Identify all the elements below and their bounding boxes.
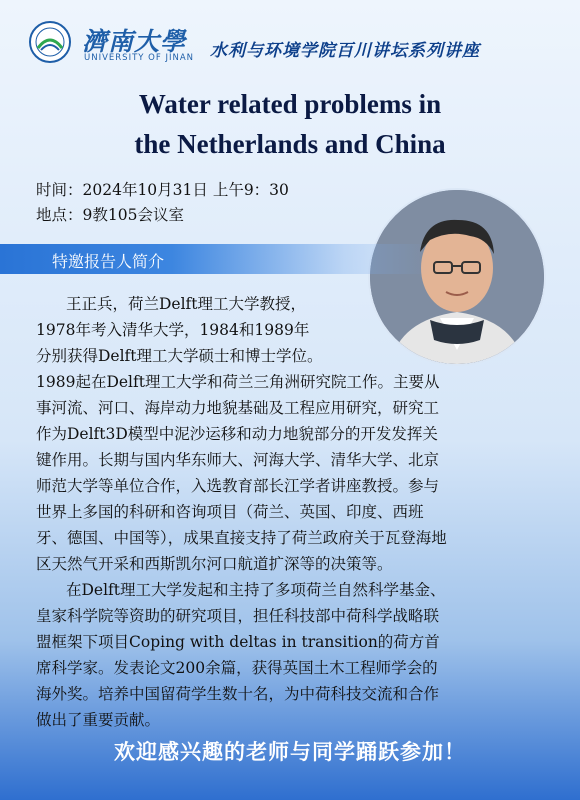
bio-line: 世界上多国的科研和咨询项目（荷兰、英国、印度、西班	[36, 503, 424, 521]
bio-line: 1989起在Delft理工大学和荷兰三角洲研究院工作。主要从	[36, 373, 440, 391]
bio-line: 皇家科学院等资助的研究项目，担任科技部中荷科学战略联	[36, 607, 440, 625]
bio-line: 1978年考入清华大学，1984和1989年	[36, 321, 310, 339]
bio-line: 区天然气开采和西斯凯尔河口航道扩深等的决策等。	[36, 555, 393, 573]
header	[0, 0, 580, 78]
bio-line: 分别获得Delft理工大学硕士和博士学位。	[36, 347, 323, 365]
talk-title-line-2: the Netherlands and China	[134, 129, 446, 159]
bio-line: 作为Delft3D模型中泥沙运移和动力地貌部分的开发发挥关	[36, 425, 438, 443]
bio-line: 在Delft理工大学发起和主持了多项荷兰自然科学基金、	[66, 581, 446, 599]
bio-line: 事河流、河口、海岸动力地貌基础及工程应用研究，研究工	[36, 399, 440, 417]
bio-line: 键作用。长期与国内华东师大、河海大学、清华大学、北京	[36, 451, 440, 469]
location-text: 地点：9教105会议室	[36, 206, 184, 224]
section-label: 特邀报告人简介	[52, 252, 165, 271]
bio-line: 王正兵，荷兰Delft理工大学教授，	[66, 295, 307, 313]
time-text: 时间：2024年10月31日 上午9：30	[36, 181, 289, 199]
university-name-cn: 濟南大學	[82, 27, 187, 56]
talk-title-line-1: Water related problems in	[138, 89, 442, 119]
university-name-en: UNIVERSITY OF JINAN	[84, 53, 194, 63]
bio-line: 盟框架下项目Coping with deltas in transition的荷方首	[36, 633, 440, 651]
welcome-footer: 欢迎感兴趣的老师与同学踊跃参加！	[114, 740, 466, 764]
speaker-photo	[370, 190, 544, 364]
bio-line: 师范大学等单位合作，入选教育部长江学者讲座教授。参与	[36, 477, 440, 495]
lecture-series-title: 水利与环境学院百川讲坛系列讲座	[210, 41, 480, 61]
bio-line: 做出了重要贡献。	[36, 711, 161, 729]
bio-line: 牙、德国、中国等），成果直接支持了荷兰政府关于瓦登海地	[36, 529, 447, 547]
talk-title	[0, 84, 580, 164]
university-logo	[28, 20, 72, 64]
bio-line: 海外奖。培养中国留荷学生数十名，为中荷科技交流和合作	[36, 685, 440, 703]
section-header	[0, 244, 430, 274]
bio-line: 席科学家。发表论文200余篇，获得英国土木工程师学会的	[36, 659, 438, 677]
